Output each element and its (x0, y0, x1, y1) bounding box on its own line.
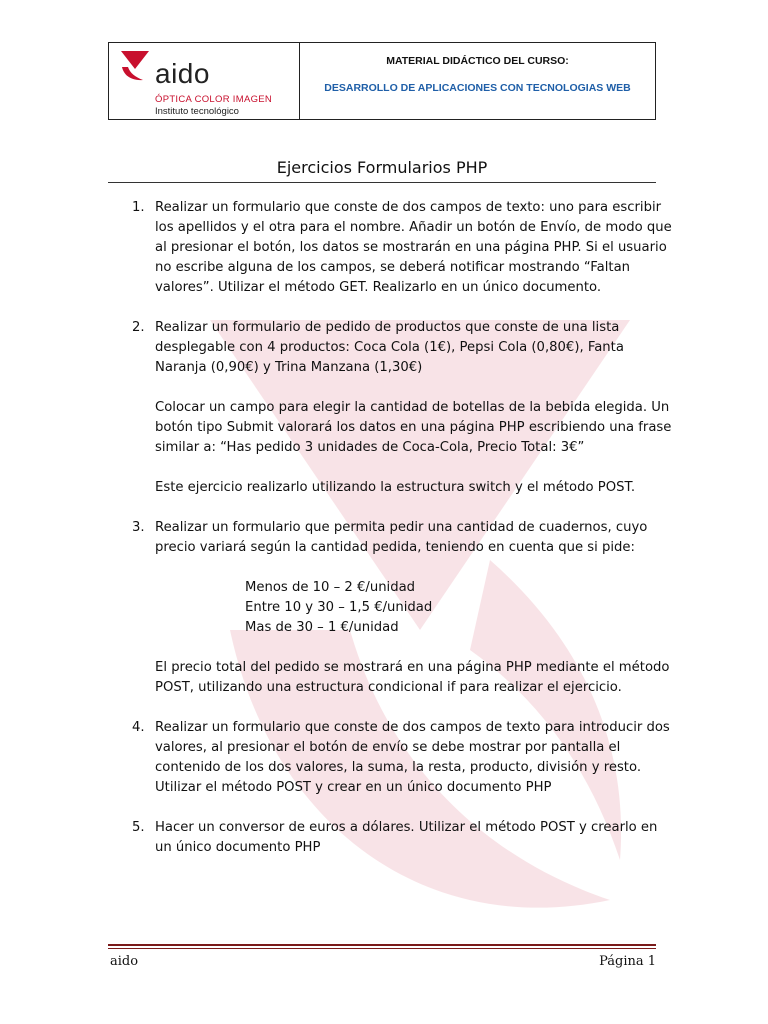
exercise-number: 3. (132, 520, 145, 535)
exercise-number: 2. (132, 320, 145, 335)
exercise-text: Realizar un formulario que permita pedir una cantidad de cuadernos, cuyo precio variará según la cantidad pedida, teniendo en cuenta que si pide: (155, 520, 648, 555)
exercise-item (132, 818, 672, 858)
exercise-list (132, 198, 672, 878)
exercise-number: 1. (132, 200, 145, 215)
title-divider (108, 182, 656, 183)
footer-org: aido (110, 954, 139, 969)
exercise-text: Colocar un campo para elegir la cantidad de botellas de la bebida elegida. Un botón tipo Submit valorará los datos en una página PHP escribiendo una frase similar a: “Has pedido 3 unidades de Coca-Cola, Precio Total: 3€” (155, 400, 672, 455)
exercise-text: Este ejercicio realizarlo utilizando la estructura switch y el método POST. (155, 480, 636, 495)
exercise-number: 4. (132, 720, 145, 735)
exercise-number: 5. (132, 820, 145, 835)
course-info-cell (300, 43, 655, 119)
logo-subtitle: ÓPTICA COLOR IMAGEN (155, 94, 273, 105)
price-line: Mas de 30 – 1 €/unidad (245, 620, 399, 635)
logo-tagline: Instituto tecnológico (155, 106, 239, 117)
exercise-item (132, 198, 672, 298)
aido-logo-icon (119, 49, 151, 83)
exercise-text: Realizar un formulario que conste de dos campos de texto: uno para escribir los apellidos y el otra para el nombre. Añadir un botón de Envío, de modo que al presionar el botón, los datos se mostrarán en una página PHP. Si el usuario no escribe alguna de los campos, se deberá notificar mostrando “Faltan valores”. Utilizar el método GET. Realizarlo en un único documento. (155, 200, 672, 295)
exercise-text: Hacer un conversor de euros a dólares. Utilizar el método POST y crearlo en un único documento PHP (155, 820, 658, 855)
course-name: DESARROLLO DE APLICACIONES CON TECNOLOGIAS WEB (324, 82, 631, 94)
exercise-item (132, 518, 672, 698)
footer-divider (108, 944, 656, 946)
document-header (108, 42, 656, 120)
page-number: Página 1 (599, 954, 656, 969)
logo-cell (109, 43, 300, 119)
logo-text: aido (155, 58, 210, 89)
document-title: Ejercicios Formularios PHP (276, 158, 488, 177)
exercise-text: Realizar un formulario que conste de dos campos de texto para introducir dos valores, al presionar el botón de envío se debe mostrar por pantalla el contenido de los dos valores, la suma, la resta, producto, división y resto. Utilizar el método POST y crear en un único documento PHP (155, 720, 670, 795)
course-label: MATERIAL DIDÁCTICO DEL CURSO: (386, 55, 569, 67)
price-list (155, 578, 672, 638)
exercise-item (132, 718, 672, 798)
price-line: Menos de 10 – 2 €/unidad (245, 580, 416, 595)
exercise-text: El precio total del pedido se mostrará en una página PHP mediante el método POST, utilizando una estructura condicional if para realizar el ejercicio. (155, 660, 670, 695)
exercise-item (132, 318, 672, 498)
footer-divider-thin (108, 948, 656, 949)
price-line: Entre 10 y 30 – 1,5 €/unidad (245, 600, 433, 615)
exercise-text: Realizar un formulario de pedido de productos que conste de una lista desplegable con 4 productos: Coca Cola (1€), Pepsi Cola (0,80€), Fanta Naranja (0,90€) y Trina Manzana (1,30€) (155, 320, 624, 375)
